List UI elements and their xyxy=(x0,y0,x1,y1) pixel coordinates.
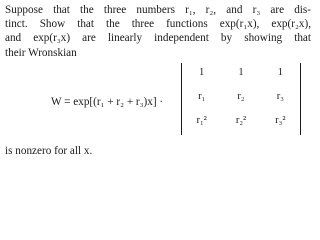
determinant-cell: r₁ xyxy=(198,91,206,102)
equation-lhs: W = exp[(r₁ + r₂ + r₃)x] · xyxy=(51,96,164,108)
determinant-cell: r₁² xyxy=(196,115,207,126)
determinant-cell: r₃ xyxy=(276,91,284,102)
determinant-cell: 1 xyxy=(277,67,283,78)
text-line-1: Suppose that the three numbers r₁, r₂, and r₃ are dis- xyxy=(5,4,311,16)
text-line-4: their Wronskian xyxy=(5,46,77,59)
determinant-cell: 1 xyxy=(238,67,244,78)
wronskian-equation xyxy=(5,63,311,137)
determinant-row-3 xyxy=(182,115,300,126)
text-line-3: and exp(r₃x) are linearly independent by showing that xyxy=(5,32,311,45)
determinant-row-1 xyxy=(182,67,300,78)
determinant-row-2 xyxy=(182,91,300,102)
determinant-cell: r₃² xyxy=(275,115,286,126)
determinant-cell: r₂ xyxy=(237,91,245,102)
determinant-cell: 1 xyxy=(199,67,205,78)
problem-text xyxy=(5,3,311,60)
text-line-2: tinct. Show that the three functions exp(r₁x), exp(r₂x), xyxy=(5,18,311,31)
closing-text: is nonzero for all x. xyxy=(5,145,93,157)
determinant xyxy=(181,63,301,135)
determinant-cell: r₂² xyxy=(235,115,247,126)
